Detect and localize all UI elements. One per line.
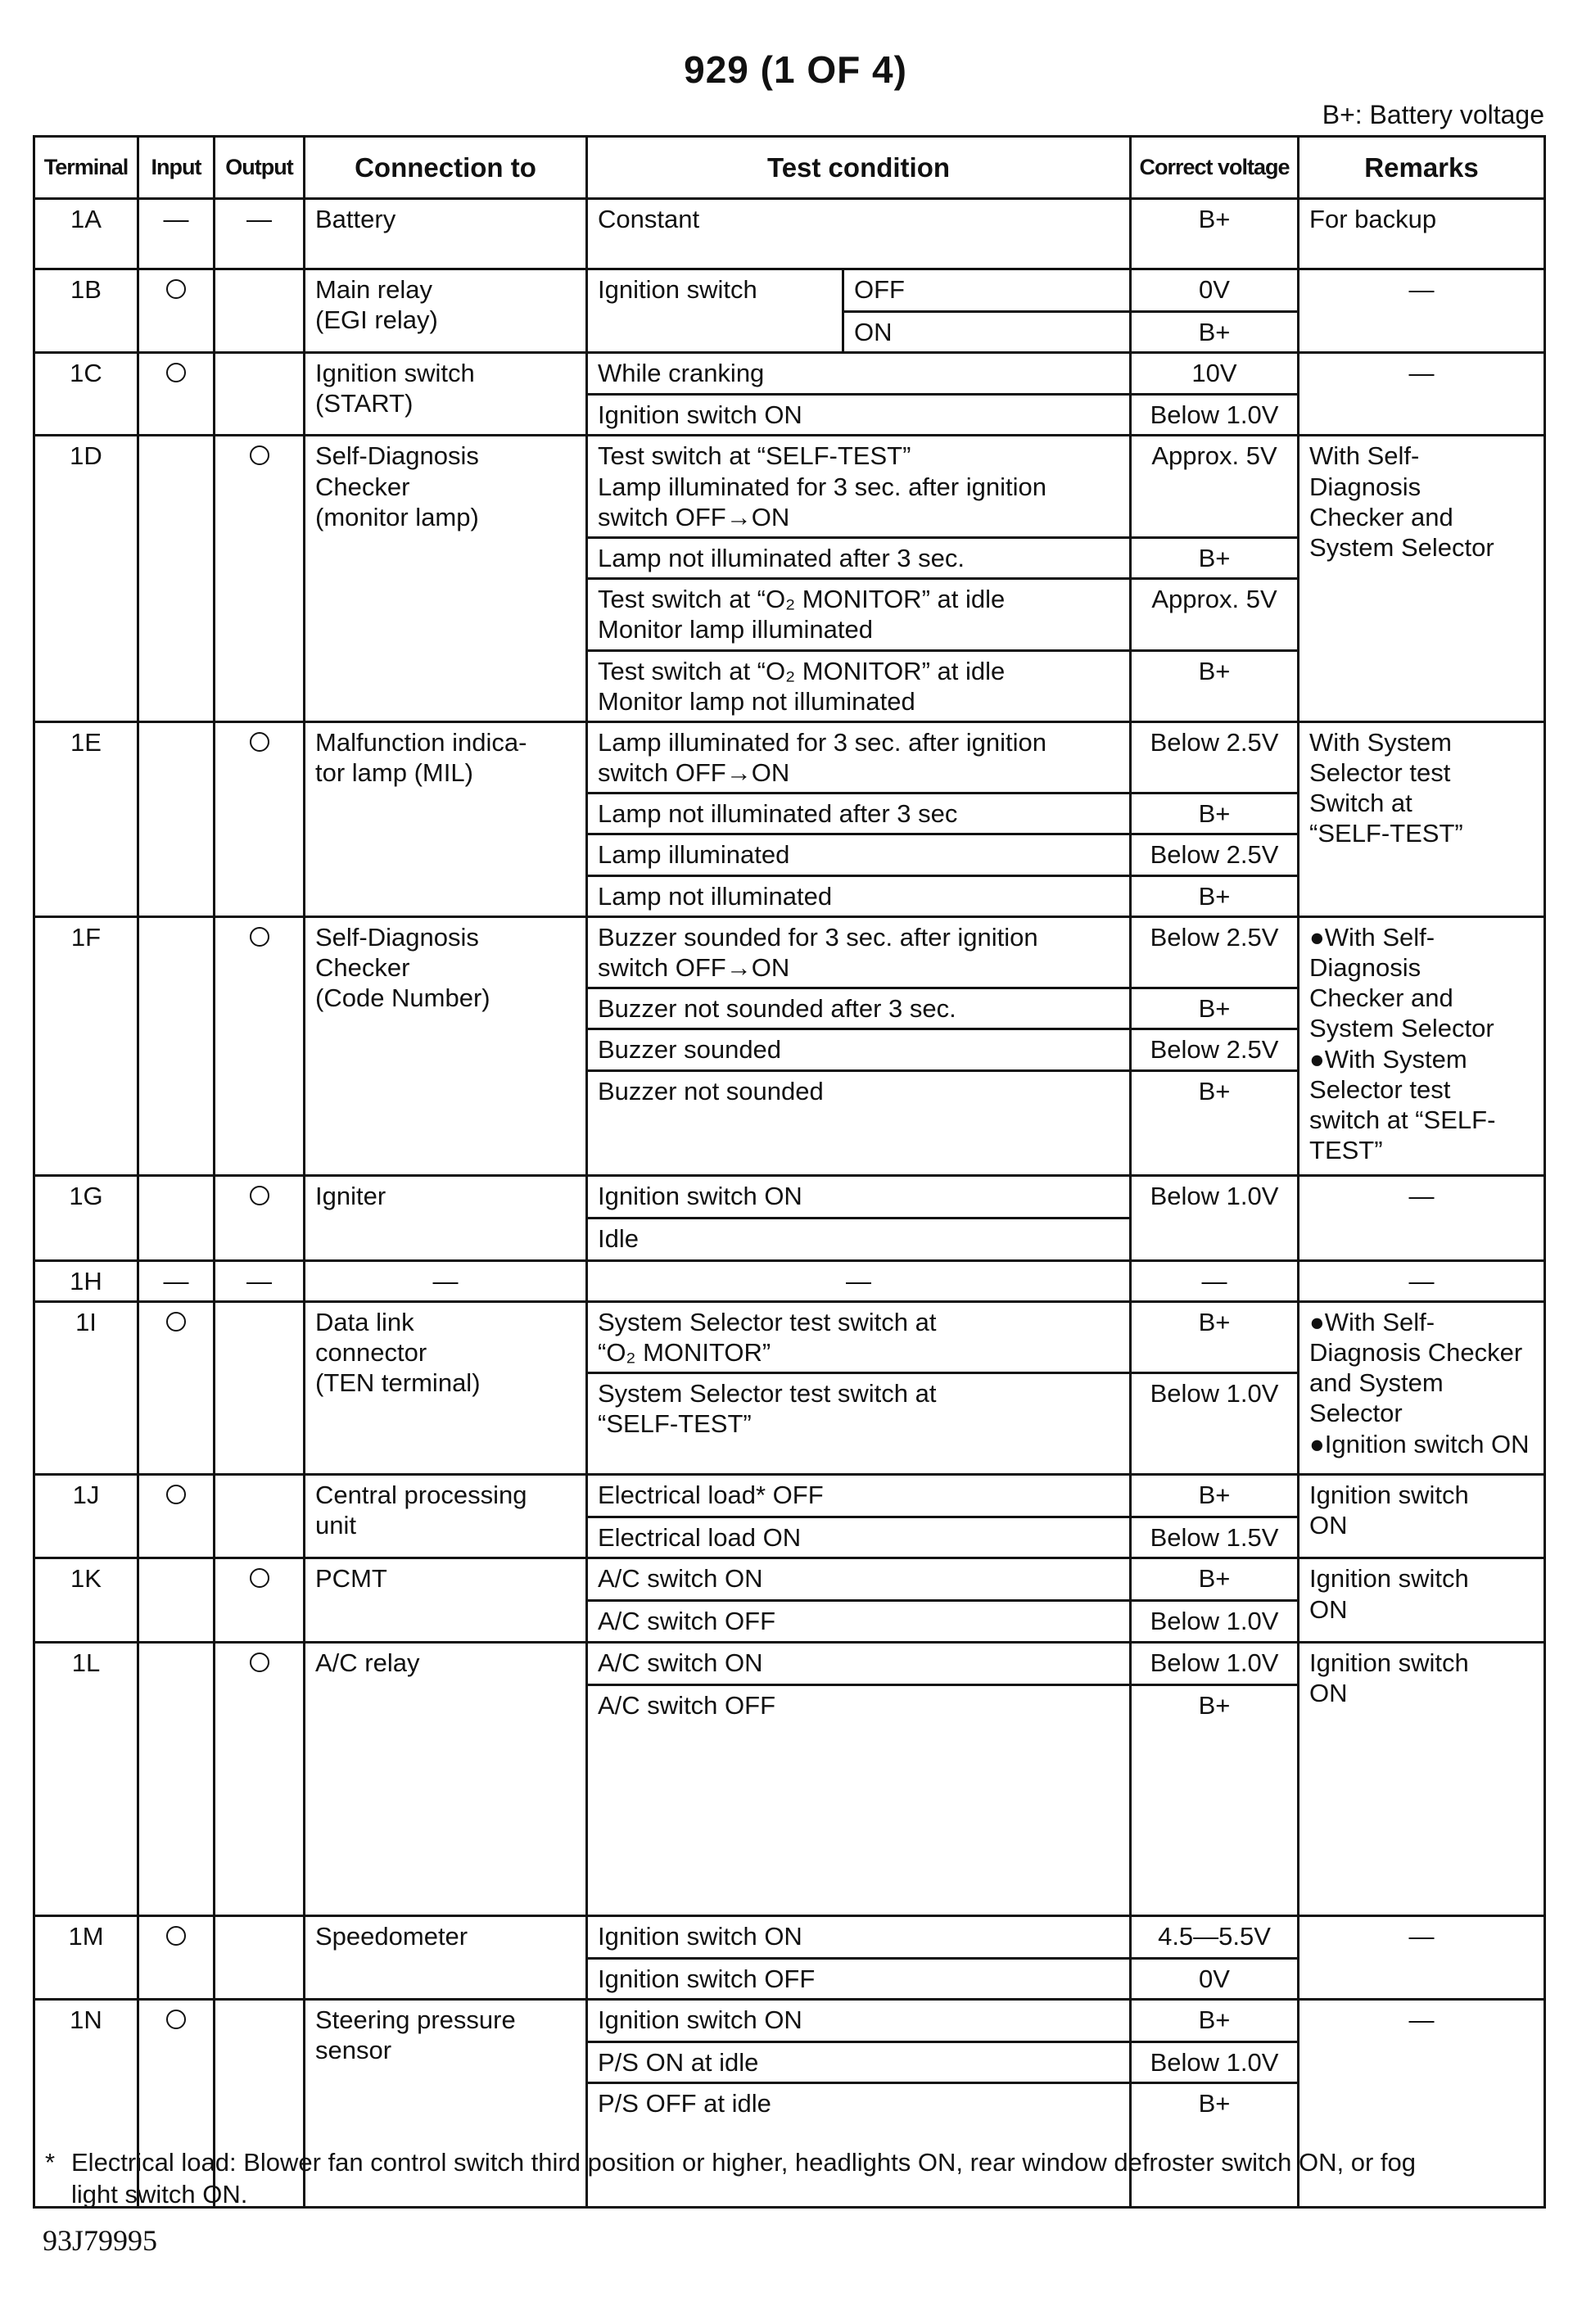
- input-cell: [138, 1301, 215, 1474]
- voltage-cell: B+: [1131, 794, 1299, 834]
- voltage-cell: Approx. 5V: [1131, 436, 1299, 538]
- footnote-text: Electrical load: Blower fan control switch third position or higher, headlights ON, rear window defroster switch ON, or fog: [71, 2148, 1417, 2177]
- terminal-cell: 1D: [34, 436, 138, 722]
- footnote: [45, 2147, 1544, 2211]
- test-condition-cell: —: [587, 1260, 1131, 1301]
- header-remarks: Remarks: [1299, 137, 1545, 199]
- table-row: [34, 269, 1545, 312]
- terminal-voltage-table: [33, 135, 1546, 2209]
- table-row: [34, 721, 1545, 793]
- remarks-cell: With System Selector test Switch at “SELF-TEST”: [1299, 721, 1545, 916]
- input-cell-circle-mark: [166, 1312, 186, 1332]
- test-condition-cell: Lamp not illuminated after 3 sec: [587, 794, 1131, 834]
- output-cell: [215, 721, 305, 916]
- test-condition-cell: Ignition switch ON: [587, 1999, 1131, 2041]
- voltage-cell: Below 1.5V: [1131, 1517, 1299, 1558]
- output-cell: [215, 1301, 305, 1474]
- output-cell-circle-mark: [250, 927, 269, 947]
- test-condition-cell: A/C switch OFF: [587, 1684, 1131, 1915]
- connection-cell: Main relay (EGI relay): [305, 269, 587, 353]
- test-condition-cell: A/C switch ON: [587, 1558, 1131, 1601]
- voltage-cell: 4.5—5.5V: [1131, 1915, 1299, 1958]
- table-row: [34, 1999, 1545, 2041]
- output-cell-circle-mark: [250, 732, 269, 752]
- voltage-cell: Below 1.0V: [1131, 395, 1299, 436]
- connection-cell: Speedometer: [305, 1915, 587, 1999]
- output-cell: [215, 1642, 305, 1915]
- input-cell: —: [138, 199, 215, 269]
- output-cell-circle-mark: [250, 1653, 269, 1672]
- test-condition-cell: System Selector test switch at “O₂ MONITOR”: [587, 1301, 1131, 1372]
- table-row: [34, 353, 1545, 395]
- connection-cell: Self-Diagnosis Checker (monitor lamp): [305, 436, 587, 722]
- terminal-cell: 1K: [34, 1558, 138, 1642]
- header-input: Input: [138, 137, 215, 199]
- battery-voltage-legend: B+: Battery voltage: [1322, 100, 1544, 129]
- voltage-cell: Below 1.0V: [1131, 1175, 1299, 1260]
- output-cell-circle-mark: [250, 445, 269, 465]
- connection-cell: Malfunction indica- tor lamp (MIL): [305, 721, 587, 916]
- test-condition-cell: Idle: [587, 1218, 1131, 1260]
- test-condition-cell: P/S ON at idle: [587, 2041, 1131, 2082]
- test-condition-cell: Test switch at “O₂ MONITOR” at idle Monitor lamp illuminated: [587, 579, 1131, 650]
- table-row: [34, 1642, 1545, 1684]
- page-title: 929 (1 OF 4): [684, 48, 907, 91]
- test-condition-cell: Lamp illuminated: [587, 834, 1131, 875]
- table-row: [34, 1301, 1545, 1372]
- input-cell: [138, 1175, 215, 1260]
- remarks-cell: —: [1299, 353, 1545, 436]
- terminal-cell: 1I: [34, 1301, 138, 1474]
- test-condition-cell: Buzzer not sounded after 3 sec.: [587, 988, 1131, 1029]
- output-cell: [215, 1915, 305, 1999]
- table-row: [34, 1260, 1545, 1301]
- input-cell-circle-mark: [166, 1926, 186, 1946]
- test-condition-cell: Lamp not illuminated: [587, 875, 1131, 916]
- header-output: Output: [215, 137, 305, 199]
- connection-cell: Igniter: [305, 1175, 587, 1260]
- voltage-cell: 0V: [1131, 1958, 1299, 1999]
- input-cell-circle-mark: [166, 363, 186, 382]
- input-cell: [138, 1558, 215, 1642]
- terminal-cell: 1C: [34, 353, 138, 436]
- voltage-cell: B+: [1131, 199, 1299, 269]
- input-cell: —: [138, 1260, 215, 1301]
- voltage-cell: Below 1.0V: [1131, 2041, 1299, 2082]
- voltage-cell: Below 2.5V: [1131, 721, 1299, 793]
- voltage-cell: B+: [1131, 1999, 1299, 2041]
- output-cell: [215, 269, 305, 353]
- voltage-cell: Below 1.0V: [1131, 1601, 1299, 1642]
- test-condition-cell: A/C switch OFF: [587, 1601, 1131, 1642]
- header-terminal: Terminal: [34, 137, 138, 199]
- voltage-cell: B+: [1131, 1475, 1299, 1517]
- table-row: [34, 199, 1545, 269]
- input-cell: [138, 721, 215, 916]
- output-cell: [215, 1175, 305, 1260]
- terminal-cell: 1M: [34, 1915, 138, 1999]
- table-row: [34, 916, 1545, 988]
- output-cell: [215, 353, 305, 436]
- output-cell-circle-mark: [250, 1186, 269, 1205]
- connection-cell: A/C relay: [305, 1642, 587, 1915]
- voltage-cell: B+: [1131, 1558, 1299, 1601]
- output-cell: [215, 1475, 305, 1558]
- footnote-text-continued: light switch ON.: [71, 2179, 248, 2209]
- figure-code: 93J79995: [43, 2224, 158, 2257]
- remarks-cell: —: [1299, 1999, 1545, 2207]
- voltage-cell: Below 2.5V: [1131, 916, 1299, 988]
- voltage-cell: B+: [1131, 1070, 1299, 1175]
- voltage-cell: B+: [1131, 1684, 1299, 1915]
- connection-cell: Central processing unit: [305, 1475, 587, 1558]
- voltage-cell: Below 2.5V: [1131, 1029, 1299, 1070]
- test-condition-cell: Electrical load ON: [587, 1517, 1131, 1558]
- test-condition-cell: Constant: [587, 199, 1131, 269]
- voltage-cell: Below 2.5V: [1131, 834, 1299, 875]
- test-condition-cell: Buzzer sounded for 3 sec. after ignition switch OFF→ON: [587, 916, 1131, 988]
- connection-cell: Data link connector (TEN terminal): [305, 1301, 587, 1474]
- header-test-condition: Test condition: [587, 137, 1131, 199]
- output-cell: [215, 1558, 305, 1642]
- output-cell: —: [215, 199, 305, 269]
- voltage-cell: Below 1.0V: [1131, 1642, 1299, 1684]
- test-condition-cell: P/S OFF at idle: [587, 2082, 1131, 2207]
- test-condition-cell: ON: [843, 312, 1131, 353]
- test-condition-cell: Buzzer sounded: [587, 1029, 1131, 1070]
- voltage-cell: 10V: [1131, 353, 1299, 395]
- connection-cell: —: [305, 1260, 587, 1301]
- table-row: [34, 1175, 1545, 1218]
- test-condition-cell: OFF: [843, 269, 1131, 312]
- input-cell: [138, 916, 215, 1175]
- test-condition-cell: A/C switch ON: [587, 1642, 1131, 1684]
- table-row: [34, 1475, 1545, 1517]
- test-condition-cell: Test switch at “SELF-TEST” Lamp illuminated for 3 sec. after ignition switch OFF→ON: [587, 436, 1131, 538]
- test-condition-cell: Lamp not illuminated after 3 sec.: [587, 537, 1131, 578]
- remarks-cell: Ignition switch ON: [1299, 1642, 1545, 1915]
- connection-cell: PCMT: [305, 1558, 587, 1642]
- test-condition-cell: Test switch at “O₂ MONITOR” at idle Monitor lamp not illuminated: [587, 650, 1131, 721]
- remarks-cell: —: [1299, 1915, 1545, 1999]
- voltage-cell: B+: [1131, 988, 1299, 1029]
- voltage-cell: Approx. 5V: [1131, 579, 1299, 650]
- voltage-cell: B+: [1131, 2082, 1299, 2207]
- input-cell: [138, 269, 215, 353]
- footnote-marker: *: [45, 2148, 56, 2177]
- connection-cell: Steering pressure sensor: [305, 1999, 587, 2207]
- terminal-cell: 1H: [34, 1260, 138, 1301]
- test-condition-cell: Electrical load* OFF: [587, 1475, 1131, 1517]
- voltage-cell: —: [1131, 1260, 1299, 1301]
- input-cell: [138, 1475, 215, 1558]
- terminal-cell: 1A: [34, 199, 138, 269]
- test-group-label: Ignition switch: [587, 269, 843, 353]
- input-cell: [138, 353, 215, 436]
- voltage-cell: B+: [1131, 537, 1299, 578]
- output-cell: [215, 436, 305, 722]
- output-cell: —: [215, 1260, 305, 1301]
- voltage-cell: B+: [1131, 312, 1299, 353]
- test-condition-cell: Buzzer not sounded: [587, 1070, 1131, 1175]
- connection-cell: Battery: [305, 199, 587, 269]
- header-correct-voltage: Correct voltage: [1131, 137, 1299, 199]
- input-cell-circle-mark: [166, 1485, 186, 1504]
- terminal-cell: 1L: [34, 1642, 138, 1915]
- terminal-cell: 1J: [34, 1475, 138, 1558]
- remarks-cell: For backup: [1299, 199, 1545, 269]
- connection-cell: Ignition switch (START): [305, 353, 587, 436]
- output-cell-circle-mark: [250, 1568, 269, 1588]
- voltage-cell: B+: [1131, 875, 1299, 916]
- output-cell: [215, 916, 305, 1175]
- table-body: [34, 199, 1545, 2208]
- voltage-cell: B+: [1131, 650, 1299, 721]
- test-condition-cell: While cranking: [587, 353, 1131, 395]
- table-row: [34, 1558, 1545, 1601]
- terminal-cell: 1F: [34, 916, 138, 1175]
- terminal-cell: 1E: [34, 721, 138, 916]
- connection-cell: Self-Diagnosis Checker (Code Number): [305, 916, 587, 1175]
- table-row: [34, 436, 1545, 538]
- remarks-cell: Ignition switch ON: [1299, 1558, 1545, 1642]
- voltage-cell: 0V: [1131, 269, 1299, 312]
- input-cell-circle-mark: [166, 2010, 186, 2029]
- test-condition-cell: Ignition switch ON: [587, 1915, 1131, 1958]
- input-cell-circle-mark: [166, 279, 186, 299]
- test-condition-cell: Ignition switch ON: [587, 1175, 1131, 1218]
- input-cell: [138, 1642, 215, 1915]
- remarks-cell: —: [1299, 1260, 1545, 1301]
- remarks-cell: With Self- Diagnosis Checker and System Selector: [1299, 436, 1545, 722]
- terminal-cell: 1N: [34, 1999, 138, 2207]
- terminal-cell: 1B: [34, 269, 138, 353]
- remarks-cell: —: [1299, 1175, 1545, 1260]
- test-condition-cell: Ignition switch ON: [587, 395, 1131, 436]
- test-condition-cell: System Selector test switch at “SELF-TEST”: [587, 1373, 1131, 1475]
- voltage-cell: Below 1.0V: [1131, 1373, 1299, 1475]
- remarks-cell: ●With Self- Diagnosis Checker and System Selector ●Ignition switch ON: [1299, 1301, 1545, 1474]
- voltage-cell: B+: [1131, 1301, 1299, 1372]
- input-cell: [138, 436, 215, 722]
- test-condition-cell: Ignition switch OFF: [587, 1958, 1131, 1999]
- table-row: [34, 1915, 1545, 1958]
- terminal-cell: 1G: [34, 1175, 138, 1260]
- header-connection: Connection to: [305, 137, 587, 199]
- test-condition-cell: Lamp illuminated for 3 sec. after ignition switch OFF→ON: [587, 721, 1131, 793]
- remarks-cell: Ignition switch ON: [1299, 1475, 1545, 1558]
- remarks-cell: —: [1299, 269, 1545, 353]
- remarks-cell: ●With Self- Diagnosis Checker and System Selector ●With System Selector test switch at “SELF- TEST”: [1299, 916, 1545, 1175]
- input-cell: [138, 1915, 215, 1999]
